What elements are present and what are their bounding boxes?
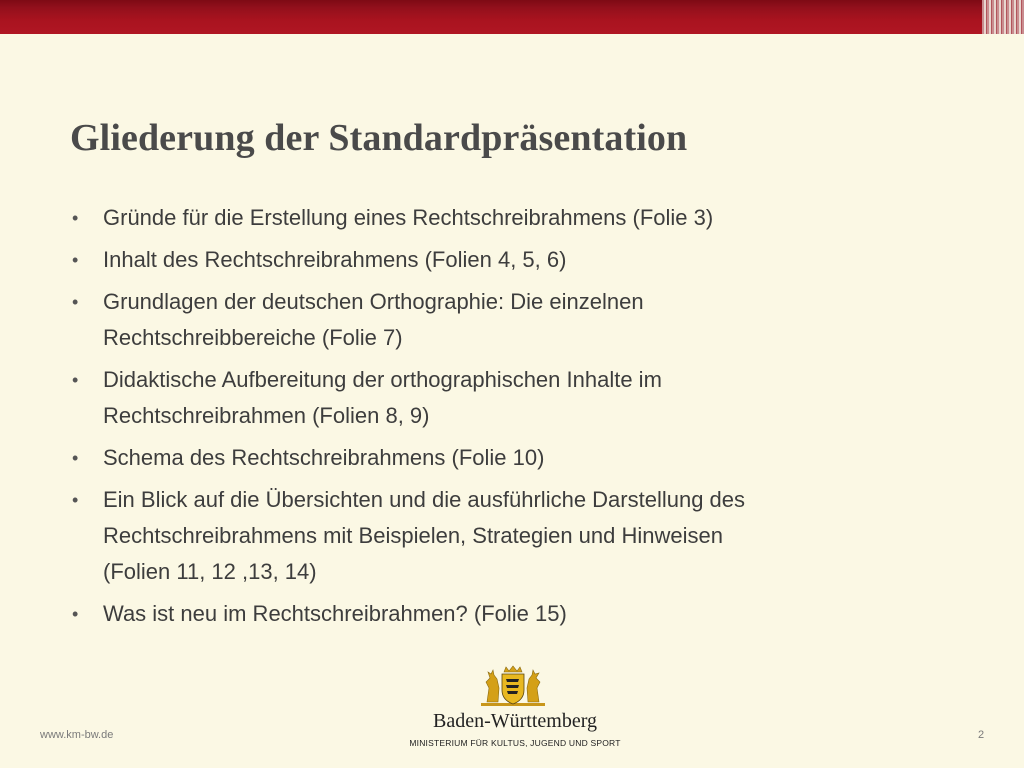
bullet-line: Grundlagen der deutschen Orthographie: Die einzelnen [103,289,644,314]
bullet-item [72,482,892,590]
bullet-line: Didaktische Aufbereitung der orthographischen Inhalte im [103,367,662,392]
bullet-line: Schema des Rechtschreibrahmens (Folie 10) [103,445,545,470]
footer-url: www.km-bw.de [40,729,114,741]
bullet-dot-icon: • [72,250,79,270]
bullet-item [72,200,892,236]
bullet-dot-icon: • [72,370,79,390]
bullet-line: Rechtschreibbereiche (Folie 7) [103,325,403,350]
bullet-dot-icon: • [72,604,79,624]
slide-title: Gliederung der Standardpräsentation [70,117,688,159]
coat-of-arms-icon [477,664,549,708]
bullet-dot-icon: • [72,448,79,468]
top-band-stripes [982,0,1024,34]
bullet-line: Rechtschreibrahmens mit Beispielen, Strategien und Hinweisen [103,523,723,548]
bullet-list [72,200,892,638]
bullet-line: Ein Blick auf die Übersichten und die ausführliche Darstellung des [103,487,746,512]
bullet-line: Was ist neu im Rechtschreibrahmen? (Folie 15) [103,601,567,626]
top-decorative-band [0,0,1024,34]
bullet-dot-icon: • [72,490,79,510]
bullet-item [72,362,892,434]
bullet-line: Inhalt des Rechtschreibrahmens (Folien 4, 5, 6) [103,247,567,272]
bullet-dot-icon: • [72,292,79,312]
bullet-line: Gründe für die Erstellung eines Rechtschreibrahmens (Folie 3) [103,205,714,230]
bullet-item [72,596,892,632]
bullet-item [72,440,892,476]
ministry-name: MINISTERIUM FÜR KULTUS, JUGEND UND SPORT [409,738,621,748]
bullet-line: (Folien 11, 12 ,13, 14) [103,559,317,584]
bullet-item [72,284,892,356]
bullet-item [72,242,892,278]
state-name: Baden-Württemberg [432,710,597,732]
bullet-dot-icon: • [72,208,79,228]
bullet-line: Rechtschreibrahmen (Folien 8, 9) [103,403,430,428]
page-number: 2 [978,729,985,741]
baden-wuerttemberg-logo [405,660,625,752]
